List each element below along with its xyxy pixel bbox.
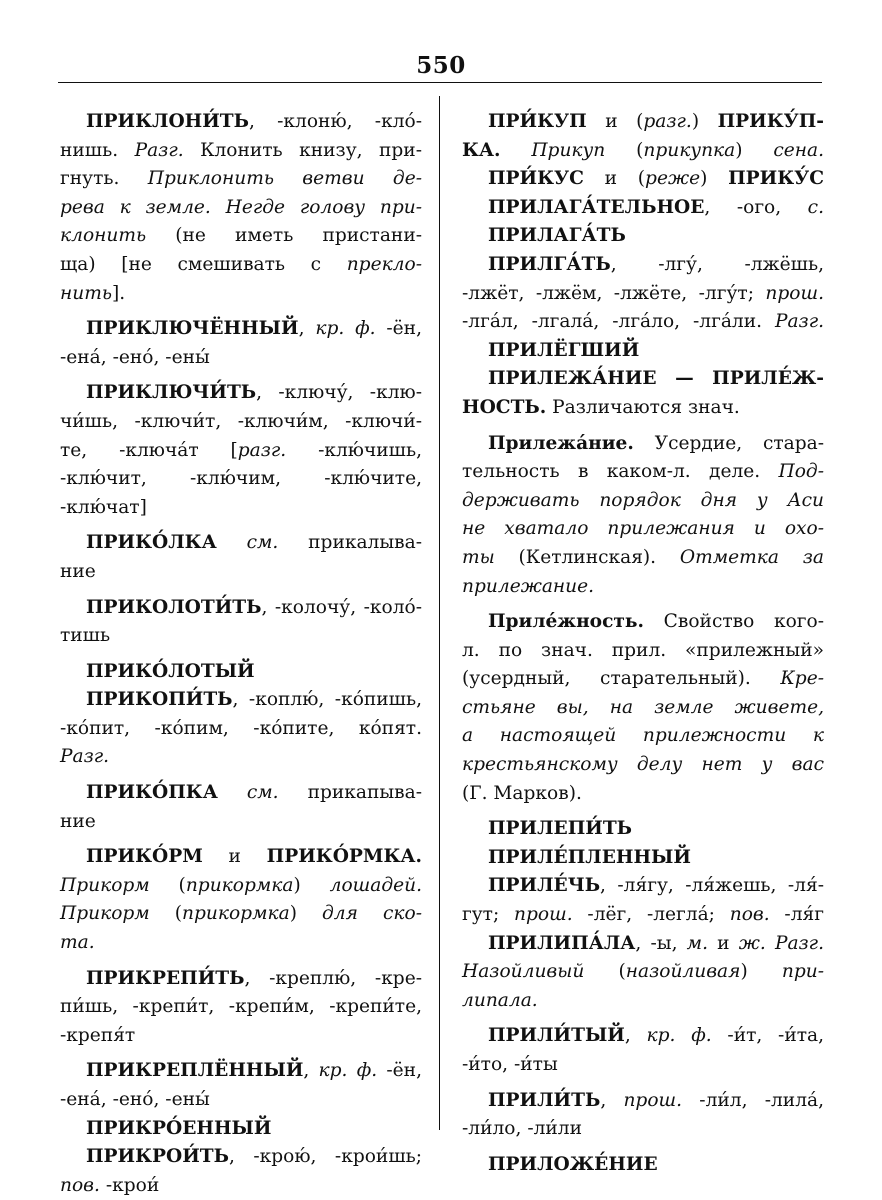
text-span: прикапыва- (278, 782, 422, 804)
text-line (60, 900, 422, 929)
text-line (60, 1115, 422, 1144)
text-span: ) (700, 168, 729, 190)
text-line (60, 408, 422, 437)
text-line (462, 165, 824, 194)
text-span: , -коплю́, -ко́пишь, (232, 689, 422, 711)
text-span: ( (149, 903, 183, 925)
text-span: гут; (462, 904, 515, 926)
text-line (462, 251, 824, 280)
text-span: -и́т, -и́та, (711, 1025, 825, 1047)
text-span: (Г. Марков). (462, 782, 582, 804)
text-line (60, 1057, 422, 1086)
text-span: и (708, 932, 739, 954)
text-line (60, 280, 422, 309)
text-span: , -лгу́, -лжёшь, (610, 253, 824, 275)
italic-text: ты (462, 546, 495, 568)
italic-text: липала. (462, 989, 538, 1011)
italic-text: кр. ф. (315, 318, 376, 340)
text-span: , -ого, (704, 196, 808, 218)
text-line (462, 458, 824, 487)
text-span: -лёг, -легла́; (572, 904, 730, 926)
headword: ПРИКУ́С (728, 168, 825, 190)
text-line (60, 108, 422, 137)
italic-text: назойливая (625, 961, 741, 983)
headword: ПРИКЛЮЧЁННЫЙ (86, 318, 299, 340)
headword: ПРИЛГА́ТЬ (488, 253, 611, 275)
headword: ПРИКОЛОТИ́ТЬ (86, 596, 262, 618)
text-span: ( (605, 139, 644, 161)
italic-text: прилежание. (462, 575, 595, 597)
italic-text: Прикорм (60, 903, 150, 925)
italic-text: нить (60, 282, 112, 304)
text-line (60, 437, 422, 466)
text-span: л. по знач. прил. «прилежный» (462, 639, 824, 661)
text-line (60, 494, 422, 523)
italic-text: прош. (623, 1089, 683, 1111)
headword: ПРИКРО́ЕННЫЙ (86, 1117, 272, 1139)
italic-text: прикормка (185, 874, 294, 896)
italic-text: кр. ф. (318, 1060, 378, 1082)
italic-text: см. (217, 782, 279, 804)
text-line (60, 779, 422, 808)
italic-text: крестьянскому делу нет у вас (462, 754, 824, 776)
text-span: ) (691, 111, 718, 132)
text-line (60, 872, 422, 901)
text-span: ние (60, 560, 96, 582)
text-line (60, 558, 422, 587)
text-line (462, 722, 824, 751)
page-number: 550 (416, 52, 466, 79)
headword: ПРИКУ́П- (717, 111, 825, 132)
text-span: -ко́пит, -ко́пим, -ко́пите, ко́пят. (60, 717, 422, 739)
text-line (462, 694, 824, 723)
text-line (60, 194, 422, 223)
italic-text: преклo- (346, 253, 422, 275)
text-line (462, 280, 824, 309)
text-line (60, 137, 422, 166)
text-span: , -креплю́, -кре- (244, 967, 422, 989)
text-line (462, 394, 824, 423)
italic-text: ж. Разг. (738, 932, 824, 954)
headword: ПРИКО́РМ (86, 846, 203, 868)
italic-text: Под- (778, 461, 824, 483)
text-line (462, 1051, 824, 1080)
italic-text: пов. (60, 1174, 100, 1196)
text-span: ща) [не смешивать с (60, 253, 347, 275)
text-line (60, 965, 422, 994)
text-line (462, 872, 824, 901)
text-line (462, 987, 824, 1016)
text-line (462, 930, 824, 959)
headword: ПРИКОПИ́ТЬ (86, 689, 233, 711)
text-line (462, 365, 824, 394)
text-line (462, 544, 824, 573)
text-line (462, 637, 824, 666)
text-line (462, 958, 824, 987)
text-span: -ена́, -ено́, -ены́ (60, 346, 210, 368)
text-line (462, 194, 824, 223)
header-rule (58, 82, 822, 83)
italic-text: держивать порядок дня у Аси (462, 489, 824, 511)
text-span: Усердие, стара- (633, 432, 824, 454)
headword: ПРИЛЕ́ЧЬ (488, 875, 601, 897)
italic-text: Кре- (780, 668, 824, 690)
headword: ПРИКО́ЛКА (86, 532, 217, 554)
text-line (60, 622, 422, 651)
column-divider (439, 96, 440, 1130)
text-line (60, 993, 422, 1022)
italic-text: разг. (237, 439, 287, 461)
text-span: (Кетлинская). (494, 546, 680, 568)
headword: ПРИКЛЮЧИ́ТЬ (86, 382, 257, 404)
italic-text: Разг. (134, 139, 184, 161)
text-line (462, 780, 824, 809)
text-line (462, 901, 824, 930)
text-line (462, 751, 824, 780)
text-span: , (298, 318, 316, 340)
text-line (462, 815, 824, 844)
text-line (60, 843, 422, 872)
text-span: -ли́л, -лила́, (682, 1089, 825, 1111)
italic-text: лошадей. (329, 874, 423, 896)
text-span: , (303, 1060, 319, 1082)
text-span: и ( (586, 111, 644, 132)
text-line (462, 308, 824, 337)
italic-text: прикормка (182, 903, 290, 925)
text-span: ) (293, 874, 330, 896)
text-span: -и́то, -и́ты (462, 1054, 558, 1075)
text-span: тельность в каком-л. деле. (462, 461, 779, 483)
headword: ПРИКРЕПИ́ТЬ (86, 967, 245, 989)
text-span: прикалыва- (278, 532, 422, 554)
headword: ПРИКО́РМКА. (266, 846, 422, 868)
headword: ПРИЛЕ́ПЛЕННЫЙ (488, 846, 691, 868)
text-span: , (624, 1025, 647, 1047)
text-span: -лга́л, -лгала́, -лга́ло, -лга́ли. (462, 311, 775, 333)
italic-text: прикупка (643, 139, 736, 161)
italic-text: Прикорм (60, 874, 150, 896)
text-span: тишь (60, 625, 111, 647)
text-line (462, 337, 824, 366)
headword: ПРИКРОИ́ТЬ (86, 1146, 229, 1168)
text-span: -ён, (377, 1060, 422, 1082)
headword: ПРИЛЕЖА́НИЕ — ПРИЛЕ́Ж- (488, 368, 824, 390)
text-line (462, 573, 824, 602)
text-line (60, 594, 422, 623)
text-span: , -крою́, -крои́шь; (228, 1146, 422, 1168)
headword: ПРИ́КУС (488, 168, 584, 190)
text-line (60, 743, 422, 772)
text-span: -ён, (375, 318, 422, 340)
text-span: ]. (111, 282, 126, 304)
text-span: (усердный, старательный). (462, 668, 781, 690)
headword: ПРИЛИ́ТЫЙ (488, 1025, 625, 1047)
text-line (60, 165, 422, 194)
headword: ПРИЛЁГШИЙ (488, 339, 640, 361)
text-line (60, 1143, 422, 1172)
headword: ПРИ́КУП (488, 111, 587, 132)
italic-text: стьяне вы, на земле живете, (462, 696, 824, 718)
headword: ПРИЛЕПИ́ТЬ (488, 818, 633, 840)
italic-text: Назойливый (462, 961, 585, 983)
italic-text: разг. (643, 111, 692, 132)
left-column (60, 108, 422, 1200)
italic-text: для ско- (322, 903, 422, 925)
headword: ПРИЛИ́ТЬ (488, 1089, 601, 1111)
text-span (501, 140, 532, 161)
italic-text: клонить (60, 225, 147, 247)
text-span: ( (149, 874, 186, 896)
italic-text: прош. (514, 904, 573, 926)
italic-text: Разг. (60, 746, 110, 768)
text-span: -ли́ло, -ли́ли (462, 1118, 583, 1140)
italic-text: та. (60, 932, 95, 954)
text-span: , -ля́гу, -ля́жешь, -ля́- (600, 875, 824, 897)
headword: ПРИКЛОНИ́ТЬ (86, 111, 249, 132)
text-line (462, 515, 824, 544)
text-span: Различаются знач. (546, 396, 740, 418)
text-line (462, 608, 824, 637)
text-span: , (600, 1089, 624, 1111)
text-span: -крои́ (99, 1174, 160, 1196)
text-line (60, 1172, 422, 1200)
headword: КА. (462, 139, 501, 161)
text-span: -лжёт, -лжём, -лжёте, -лгу́т; (462, 282, 766, 304)
text-line (60, 808, 422, 837)
text-span: -клю́чишь, (286, 439, 423, 461)
text-span: и ( (583, 168, 646, 190)
headword: ПРИКРЕПЛЁННЫЙ (86, 1060, 304, 1082)
italic-text: рева к земле. Негде голову при- (60, 196, 422, 218)
italic-text: с. (807, 196, 824, 218)
text-line (60, 686, 422, 715)
text-span: Клонить книзу, при- (183, 139, 422, 161)
headword: ПРИЛАГА́ТЬ (488, 225, 626, 247)
text-line (60, 929, 422, 958)
italic-text: сена. (773, 139, 824, 161)
text-line (462, 222, 824, 251)
text-span: -клю́чит, -клю́чим, -клю́чите, (60, 468, 422, 490)
text-span: те, -ключа́т [ (60, 439, 238, 461)
text-line (462, 430, 824, 459)
text-line (60, 658, 422, 687)
text-span: (не иметь пристани- (146, 225, 422, 247)
text-span: гнуть. (60, 168, 148, 190)
italic-text: кр. ф. (646, 1025, 712, 1047)
text-line (462, 487, 824, 516)
text-line (462, 1022, 824, 1051)
text-span: Свойство кого- (644, 611, 824, 633)
text-span: , -ы, (635, 932, 687, 954)
text-span: , -колочу́, -коло́- (261, 596, 422, 618)
text-line (60, 715, 422, 744)
text-line (60, 529, 422, 558)
text-line (462, 108, 824, 137)
text-span: , -клоню́, -кло́- (248, 111, 422, 132)
italic-text: пов. (729, 904, 770, 926)
text-span: ) (289, 903, 323, 925)
italic-text: при- (781, 961, 825, 983)
text-span: чи́шь, -ключи́т, -ключи́м, -ключи́- (60, 410, 422, 432)
headword: Прилежа́ние. (488, 432, 634, 454)
text-span: , -ключу́, -клю- (256, 382, 422, 404)
headword: ПРИЛИПА́ЛА (488, 932, 636, 954)
right-column (462, 108, 824, 1179)
italic-text: не хватало прилежания и охо- (462, 518, 824, 540)
text-span: ние (60, 810, 96, 832)
text-span: и (202, 846, 267, 868)
text-line (462, 844, 824, 873)
headword: Приле́жность. (488, 611, 645, 633)
text-line (60, 465, 422, 494)
text-line (60, 1022, 422, 1051)
text-span: нишь. (60, 139, 135, 161)
text-line (60, 1086, 422, 1115)
text-span: -клю́чат] (60, 496, 147, 518)
text-span: пи́шь, -крепи́т, -крепи́м, -крепи́те, (60, 996, 422, 1018)
headword: ПРИКО́ЛОТЫЙ (86, 660, 255, 682)
text-line (60, 251, 422, 280)
italic-text: реже (645, 168, 701, 190)
italic-text: м. (686, 932, 708, 954)
italic-text: Приклонить ветви де- (147, 168, 422, 190)
headword: ПРИЛАГА́ТЕЛЬНОЕ (488, 196, 705, 218)
text-line (60, 315, 422, 344)
text-span: -крепя́т (60, 1024, 136, 1046)
text-line (462, 137, 824, 166)
text-line (60, 222, 422, 251)
text-span: -ля́г (769, 904, 824, 926)
text-line (462, 665, 824, 694)
headword: ПРИЛОЖЕ́НИЕ (488, 1153, 658, 1175)
headword: ПРИКО́ПКА (86, 782, 218, 804)
text-line (462, 1151, 824, 1180)
italic-text: а настоящей прилежности к (462, 725, 824, 747)
text-line (60, 379, 422, 408)
italic-text: прош. (765, 282, 824, 304)
italic-text: Разг. (774, 311, 824, 333)
text-line (462, 1115, 824, 1144)
text-span: ) (735, 139, 774, 161)
italic-text: Отметка за (679, 546, 824, 568)
italic-text: Прикуп (531, 139, 606, 161)
text-span: -ена́, -ено́, -ены́ (60, 1089, 210, 1110)
headword: НОСТЬ. (462, 396, 547, 418)
text-span: ( (584, 961, 626, 983)
text-span: ) (740, 961, 782, 983)
text-line (462, 1087, 824, 1116)
text-line (60, 344, 422, 373)
italic-text: см. (216, 532, 279, 554)
